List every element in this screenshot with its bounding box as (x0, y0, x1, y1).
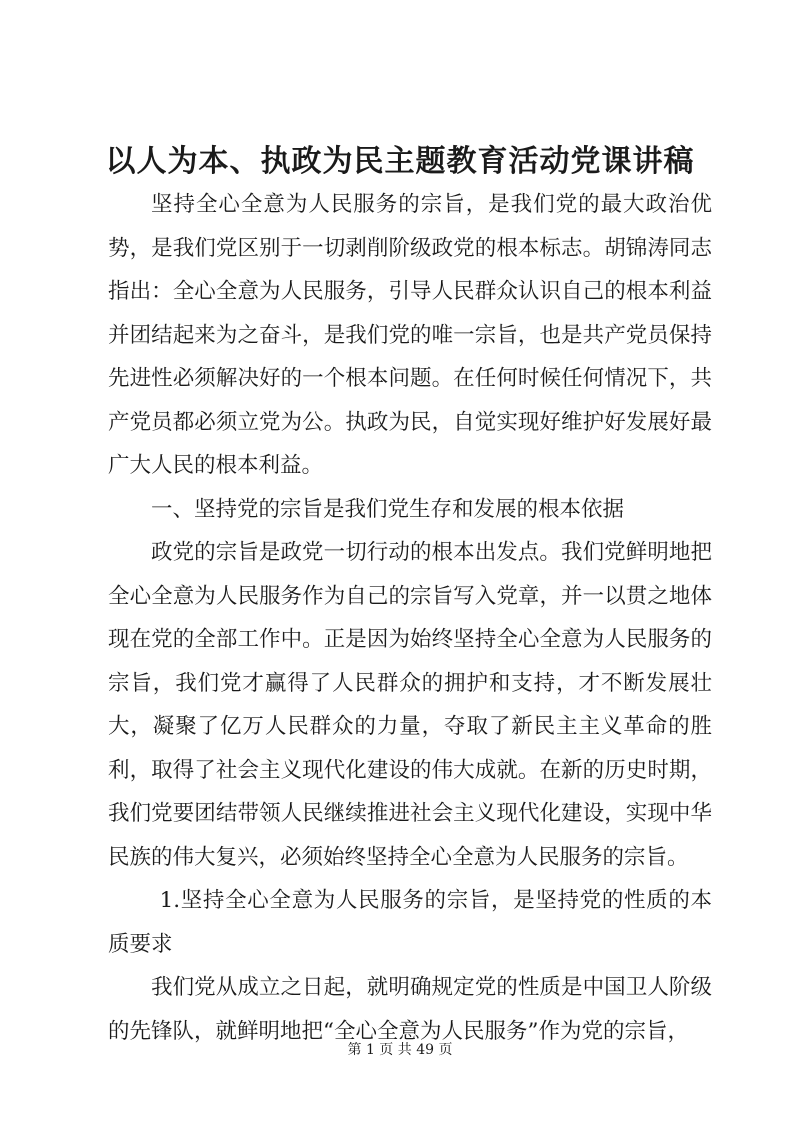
paragraph-intro: 坚持全心全意为人民服务的宗旨，是我们党的最大政治优势，是我们党区别于一切剥削阶级政党的根本标志。胡锦涛同志指出：全心全意为人民服务，引导人民群众认识自己的根本利益并团结起来为之奋斗，是我们党的唯一宗旨，也是共产党员保持先进性必须解决好的一个根本问题。在任何时候任何情况下，共产党员都必须立党为公。执政为民，自觉实现好维护好发展好最广大人民的根本利益。 (108, 192, 712, 478)
section-heading-1: 一、坚持党的宗旨是我们党生存和发展的根本依据 (151, 496, 625, 522)
paragraph-section-1: 政党的宗旨是政党一切行动的根本出发点。我们党鲜明地把全心全意为人民服务作为自己的宗旨写入党章，并一以贯之地体现在党的全部工作中。正是因为始终坚持全心全意为人民服务的宗旨，我们党才赢得了人民群众的拥护和支持，才不断发展壮大，凝聚了亿万人民群众的力量，夺取了新民主主义革命的胜利，取得了社会主义现代化建设的伟大成就。在新的历史时期，我们党要团结带领人民继续推进社会主义现代化建设，实现中华民族的伟大复兴，必须始终坚持全心全意为人民服务的宗旨。 (108, 540, 712, 870)
document-body (108, 183, 712, 1053)
page-number-label: 第 1 页 共 49 页 (347, 1042, 453, 1058)
page-footer (0, 1040, 800, 1060)
document-title: 以人为本、执政为民主题教育活动党课讲稿 (105, 144, 695, 179)
subsection-heading-1-1: 1.坚持全心全意为人民服务的宗旨，是坚持党的性质的本质要求 (108, 888, 712, 957)
paragraph-subsection-1-1: 我们党从成立之日起，就明确规定党的性质是中国卫人阶级的先锋队，就鲜明地把“全心全意为人民服务”作为党的宗旨， (108, 975, 712, 1044)
